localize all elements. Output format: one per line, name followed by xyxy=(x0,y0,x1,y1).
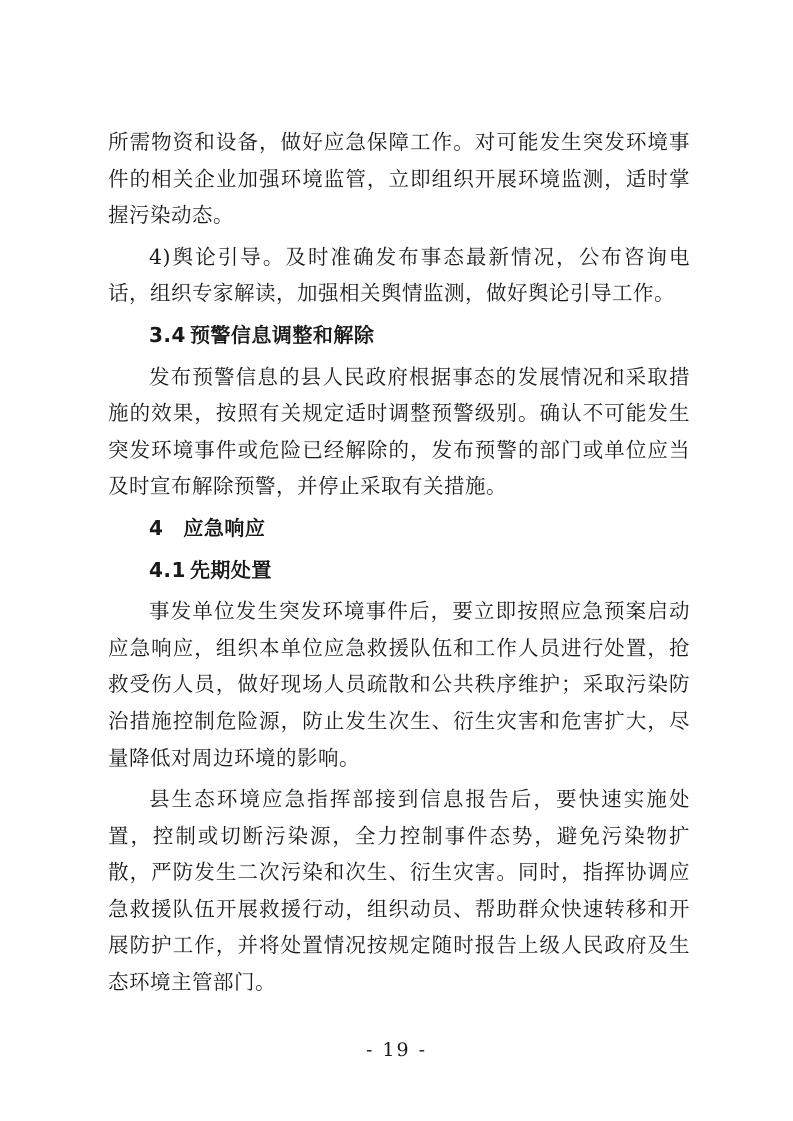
document-body xyxy=(108,124,690,1006)
page-number: - 19 - xyxy=(365,1039,428,1061)
heading-4-title: 应急响应 xyxy=(183,515,266,540)
paragraph-command-handling: 县生态环境应急指挥部接到信息报告后，要快速实施处置，控制或切断污染源，全力控制事件态势，避免污染物扩散，严防发生二次污染和次生、衍生灾害。同时，指挥协调应急救援队伍开展救援行动，组织动员、帮助群众快速转移和开展防护工作，并将处置情况按规定随时报告上级人民政府及生态环境主管部门。 xyxy=(108,787,690,995)
heading-4-1-number: 4.1 xyxy=(149,557,186,582)
paragraph-initial-response: 事发单位发生突发环境事件后，要立即按照应急预案启动应急响应，组织本单位应急救援队伍和工作人员进行处置，抢救受伤人员，做好现场人员疏散和公共秩序维护；采取污染防治措施控制危险源，防止发生次生、衍生灾害和危害扩大，尽量降低对周边环境的影响。 xyxy=(108,599,690,770)
heading-4 xyxy=(108,510,690,547)
paragraph-public-opinion: 4)舆论引导。及时准确发布事态最新情况，公布咨询电话，组织专家解读，加强相关舆情监测，做好舆论引导工作。 xyxy=(108,244,690,306)
heading-4-1-title: 先期处置 xyxy=(189,557,272,582)
heading-3-4-number: 3.4 xyxy=(149,322,186,347)
heading-4-number: 4 xyxy=(149,515,164,540)
heading-4-1 xyxy=(108,552,690,589)
paragraph-continuation: 所需物资和设备，做好应急保障工作。对可能发生突发环境事件的相关企业加强环境监管，立即组织开展环境监测，适时掌握污染动态。 xyxy=(108,130,690,228)
heading-3-4 xyxy=(108,317,690,354)
heading-3-4-title: 预警信息调整和解除 xyxy=(189,322,375,347)
paragraph-warning-adjust: 发布预警信息的县人民政府根据事态的发展情况和采取措施的效果，按照有关规定适时调整预警级别。确认不可能发生突发环境事件或危险已经解除的，发布预警的部门或单位应当及时宣布解除预警，并停止采取有关措施。 xyxy=(108,364,690,499)
